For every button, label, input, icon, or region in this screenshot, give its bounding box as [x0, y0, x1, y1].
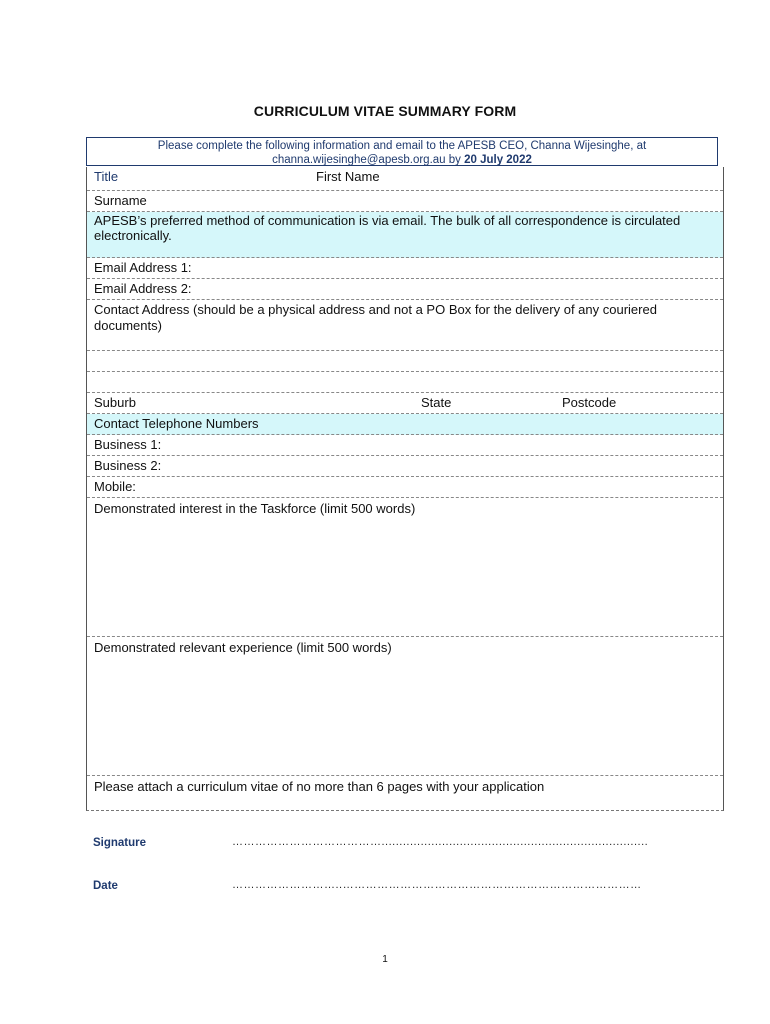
signature-line[interactable]: …………………………………...........................................................................: [232, 836, 649, 848]
surname-row[interactable]: [87, 191, 723, 212]
email-1-row[interactable]: [87, 258, 723, 279]
email-2-row[interactable]: [87, 279, 723, 300]
telephone-heading: Contact Telephone Numbers: [94, 416, 259, 431]
telephone-heading-row: [87, 414, 723, 435]
attach-cv-row: [87, 776, 723, 810]
contact-address-field-label: Contact Address (should be a physical address and not a PO Box for the delivery of any couriered documents): [94, 302, 657, 333]
address-line-row[interactable]: [87, 372, 723, 393]
instructions-line-2: [87, 153, 717, 167]
attach-cv-note: Please attach a curriculum vitae of no more than 6 pages with your application: [94, 779, 545, 794]
surname-field-label: Surname: [94, 193, 147, 208]
experience-textarea[interactable]: [87, 637, 723, 776]
email-1-field-label: Email Address 1:: [94, 260, 192, 275]
instructions-box: [86, 137, 718, 166]
email-2-field-label: Email Address 2:: [94, 281, 192, 296]
business-2-field-label: Business 2:: [94, 458, 162, 473]
suburb-field-label: Suburb: [94, 395, 136, 410]
address-line-row[interactable]: [87, 351, 723, 372]
mobile-row[interactable]: [87, 477, 723, 498]
form-title: CURRICULUM VITAE SUMMARY FORM: [253, 103, 517, 119]
deadline-date: 20 July 2022: [464, 154, 532, 166]
contact-address-row[interactable]: [87, 300, 723, 351]
communication-note-row: [87, 212, 723, 258]
interest-field-label: Demonstrated interest in the Taskforce (limit 500 words): [94, 501, 416, 516]
experience-field-label: Demonstrated relevant experience (limit 500 words): [94, 640, 392, 655]
cv-form-table: [86, 167, 724, 811]
first-name-field-label: First Name: [316, 169, 380, 184]
instructions-line-1: Please complete the following information and email to the APESB CEO, Channa Wijesinghe, at: [157, 140, 647, 152]
state-field-label: State: [421, 395, 452, 410]
page-number: 1: [382, 954, 388, 965]
business-1-row[interactable]: [87, 435, 723, 456]
mobile-field-label: Mobile:: [94, 479, 136, 494]
date-line[interactable]: ………………………..……………………………………………………………………: [232, 879, 642, 891]
instructions-email: channa.wijesinghe@apesb.org.au by: [272, 154, 465, 166]
date-label: Date: [93, 880, 118, 892]
interest-textarea[interactable]: [87, 498, 723, 637]
business-2-row[interactable]: [87, 456, 723, 477]
title-field-label: Title: [94, 169, 119, 184]
title-name-row[interactable]: [87, 167, 723, 191]
postcode-field-label: Postcode: [562, 395, 617, 410]
signature-label: Signature: [93, 837, 147, 849]
suburb-state-postcode-row[interactable]: [87, 393, 723, 414]
business-1-field-label: Business 1:: [94, 437, 162, 452]
communication-note: APESB’s preferred method of communication is via email. The bulk of all correspondence is circulated electronically.: [94, 213, 681, 243]
